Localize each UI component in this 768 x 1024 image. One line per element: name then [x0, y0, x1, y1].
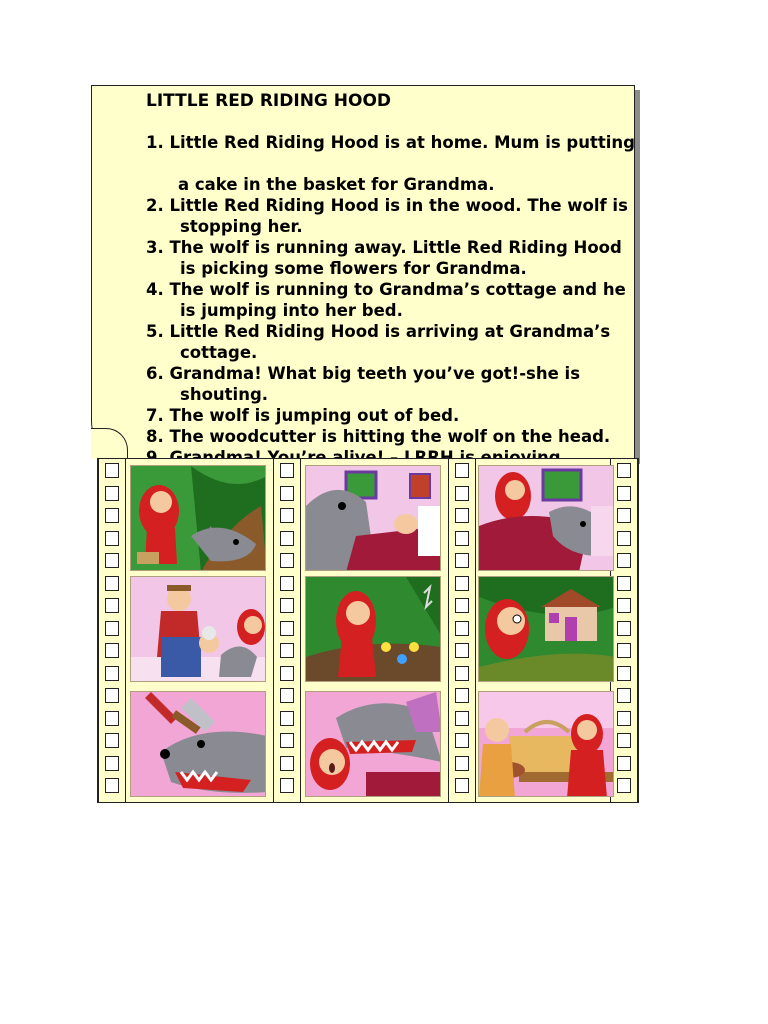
sprocket-hole	[105, 508, 119, 523]
sprocket-hole	[105, 688, 119, 703]
sprocket-hole	[617, 733, 631, 748]
sprocket-hole	[617, 621, 631, 636]
sprocket-hole	[280, 553, 294, 568]
sprocket-hole	[455, 598, 469, 613]
sprocket-hole	[280, 486, 294, 501]
film-strip	[97, 458, 639, 803]
sentence-line: 5. Little Red Riding Hood is arriving at Grandma’s	[146, 322, 611, 341]
sprocket-hole	[455, 778, 469, 793]
picture-panel-hood-meets-wolf	[130, 465, 266, 571]
picture-panel-woodcutter	[130, 576, 266, 682]
sprocket-hole	[105, 598, 119, 613]
sentence-4	[146, 279, 636, 321]
sprocket-hole	[617, 643, 631, 658]
sprocket-hole	[455, 621, 469, 636]
picture-panel-axe-hits-wolf	[130, 691, 266, 797]
sprocket-hole	[617, 463, 631, 478]
sentence-1	[146, 132, 636, 195]
sprocket-hole	[455, 756, 469, 771]
sprocket-hole	[105, 778, 119, 793]
sprocket-hole	[455, 688, 469, 703]
sentence-3	[146, 237, 636, 279]
sentence-continuation: cottage.	[180, 343, 258, 362]
sentence-2	[146, 195, 636, 237]
sprocket-hole	[280, 508, 294, 523]
sprocket-hole	[280, 756, 294, 771]
sprocket-hole	[617, 666, 631, 681]
sprocket-hole	[280, 531, 294, 546]
picture-panel-big-teeth	[305, 691, 441, 797]
sprocket-hole	[105, 531, 119, 546]
sprocket-hole	[105, 756, 119, 771]
sprocket-hole	[280, 598, 294, 613]
card-curl	[91, 428, 128, 459]
sprocket-hole	[280, 576, 294, 591]
sprocket-hole	[280, 621, 294, 636]
sprocket-hole	[455, 643, 469, 658]
sprocket-hole	[617, 486, 631, 501]
sprocket-hole	[280, 643, 294, 658]
picture-panel-wolf-jumps-out	[478, 465, 614, 571]
sprocket-hole	[455, 463, 469, 478]
sprocket-hole	[105, 666, 119, 681]
sprocket-hole	[617, 711, 631, 726]
sprocket-hole	[280, 733, 294, 748]
sprocket-hole	[617, 576, 631, 591]
sprocket-hole	[280, 688, 294, 703]
sentence-line: 4. The wolf is running to Grandma’s cottage and he	[146, 280, 626, 299]
picture-panel-wolf-in-bed	[305, 465, 441, 571]
sprocket-hole	[617, 756, 631, 771]
sprocket-hole	[455, 733, 469, 748]
sprocket-hole	[105, 463, 119, 478]
sprocket-hole	[105, 553, 119, 568]
picture-panel-mum-and-cake	[478, 691, 614, 797]
picture-panel-arriving-cottage	[478, 576, 614, 682]
sprocket-hole	[455, 576, 469, 591]
sprocket-hole	[105, 711, 119, 726]
sentence-continuation: is jumping into her bed.	[180, 301, 403, 320]
sprocket-hole	[455, 666, 469, 681]
sprocket-hole	[617, 688, 631, 703]
sprocket-hole	[617, 508, 631, 523]
sprocket-hole	[617, 778, 631, 793]
sentence-line: 7. The wolf is jumping out of bed.	[146, 406, 460, 425]
sprocket-hole	[455, 531, 469, 546]
sentence-7	[146, 405, 636, 426]
sprocket-hole	[280, 666, 294, 681]
sprocket-hole	[105, 621, 119, 636]
sentence-6	[146, 363, 636, 405]
sprocket-hole	[455, 553, 469, 568]
sentence-continuation: shouting.	[180, 385, 269, 404]
sentence-continuation: a cake in the basket for Grandma.	[178, 175, 495, 194]
picture-panel-picking-flowers	[305, 576, 441, 682]
sprocket-hole	[280, 711, 294, 726]
sprocket-hole	[280, 778, 294, 793]
sentence-5	[146, 321, 636, 363]
sprocket-hole	[617, 598, 631, 613]
sentence-continuation: is picking some flowers for Grandma.	[180, 259, 527, 278]
sentence-line: 6. Grandma! What big teeth you’ve got!-she is	[146, 364, 581, 383]
sentence-8	[146, 426, 636, 447]
worksheet-text	[146, 88, 636, 468]
sprocket-hole	[105, 576, 119, 591]
sprocket-hole	[617, 531, 631, 546]
sprocket-hole	[105, 643, 119, 658]
worksheet-title: LITTLE RED RIDING HOOD	[146, 91, 392, 111]
sentence-line: 3. The wolf is running away. Little Red Riding Hood	[146, 238, 622, 257]
sprocket-hole	[105, 486, 119, 501]
sentence-line: 1. Little Red Riding Hood is at home. Mum is putting	[146, 133, 635, 152]
sentence-line: 2. Little Red Riding Hood is in the wood. The wolf is	[146, 196, 628, 215]
sentence-continuation: stopping her.	[180, 217, 303, 236]
sprocket-hole	[105, 733, 119, 748]
sprocket-hole	[455, 711, 469, 726]
sprocket-hole	[455, 486, 469, 501]
sprocket-hole	[617, 553, 631, 568]
sprocket-hole	[455, 508, 469, 523]
sprocket-hole	[280, 463, 294, 478]
sentence-line: 8. The woodcutter is hitting the wolf on the head.	[146, 427, 611, 446]
